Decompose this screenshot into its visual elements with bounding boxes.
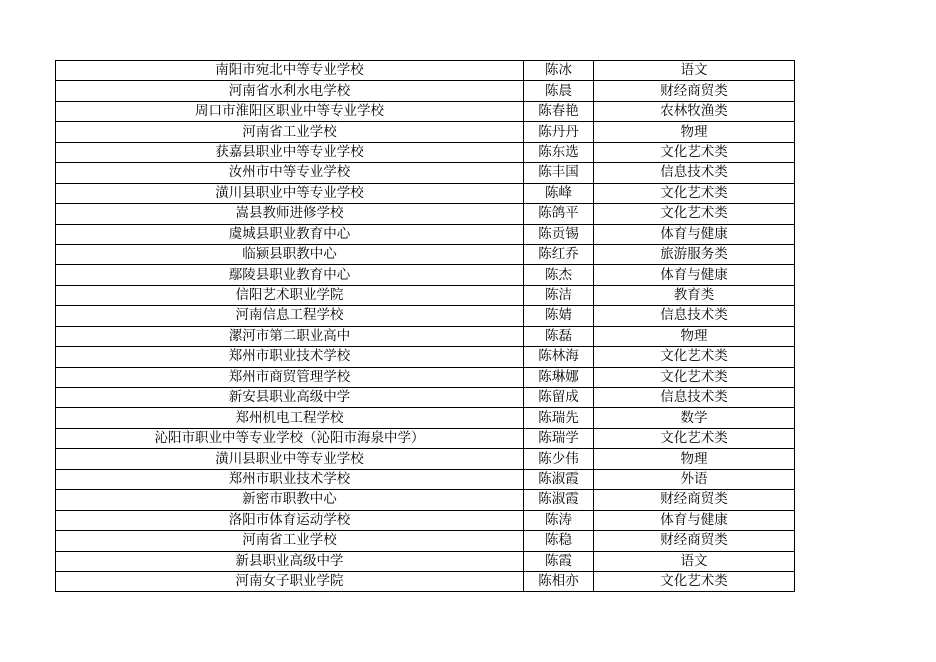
school-cell[interactable]: 河南省工业学校 (56, 531, 524, 551)
name-cell[interactable]: 陈淑霞 (524, 490, 594, 510)
table-row (56, 428, 795, 448)
subject-cell[interactable]: 文化艺术类 (594, 367, 795, 387)
name-cell[interactable]: 陈婧 (524, 306, 594, 326)
subject-cell[interactable]: 数学 (594, 408, 795, 428)
school-cell[interactable]: 获嘉县职业中等专业学校 (56, 142, 524, 162)
school-cell[interactable]: 郑州市商贸管理学校 (56, 367, 524, 387)
school-cell[interactable]: 潢川县职业中等专业学校 (56, 183, 524, 203)
subject-cell[interactable]: 体育与健康 (594, 224, 795, 244)
roster-table (55, 60, 795, 592)
name-cell[interactable]: 陈东选 (524, 142, 594, 162)
school-cell[interactable]: 新密市职教中心 (56, 490, 524, 510)
school-cell[interactable]: 新安县职业高级中学 (56, 388, 524, 408)
table-row (56, 490, 795, 510)
name-cell[interactable]: 陈淑霞 (524, 469, 594, 489)
subject-cell[interactable]: 体育与健康 (594, 510, 795, 530)
school-cell[interactable]: 虞城县职业教育中心 (56, 224, 524, 244)
subject-cell[interactable]: 语文 (594, 551, 795, 571)
roster-table-body (56, 61, 795, 592)
table-row (56, 469, 795, 489)
name-cell[interactable]: 陈冰 (524, 61, 594, 81)
name-cell[interactable]: 陈少伟 (524, 449, 594, 469)
table-row (56, 81, 795, 101)
subject-cell[interactable]: 信息技术类 (594, 388, 795, 408)
name-cell[interactable]: 陈春艳 (524, 101, 594, 121)
name-cell[interactable]: 陈峰 (524, 183, 594, 203)
name-cell[interactable]: 陈鸽平 (524, 204, 594, 224)
name-cell[interactable]: 陈洁 (524, 285, 594, 305)
name-cell[interactable]: 陈杰 (524, 265, 594, 285)
school-cell[interactable]: 南阳市宛北中等专业学校 (56, 61, 524, 81)
school-cell[interactable]: 河南信息工程学校 (56, 306, 524, 326)
table-row (56, 163, 795, 183)
name-cell[interactable]: 陈林海 (524, 347, 594, 367)
subject-cell[interactable]: 财经商贸类 (594, 531, 795, 551)
subject-cell[interactable]: 旅游服务类 (594, 244, 795, 264)
table-row (56, 265, 795, 285)
table-row (56, 244, 795, 264)
subject-cell[interactable]: 文化艺术类 (594, 142, 795, 162)
subject-cell[interactable]: 财经商贸类 (594, 490, 795, 510)
table-row (56, 388, 795, 408)
table-row (56, 142, 795, 162)
school-cell[interactable]: 临颍县职教中心 (56, 244, 524, 264)
subject-cell[interactable]: 农林牧渔类 (594, 101, 795, 121)
table-row (56, 122, 795, 142)
table-row (56, 61, 795, 81)
name-cell[interactable]: 陈留成 (524, 388, 594, 408)
table-row (56, 551, 795, 571)
table-row (56, 183, 795, 203)
school-cell[interactable]: 河南女子职业学院 (56, 571, 524, 591)
subject-cell[interactable]: 文化艺术类 (594, 204, 795, 224)
name-cell[interactable]: 陈红乔 (524, 244, 594, 264)
name-cell[interactable]: 陈涛 (524, 510, 594, 530)
name-cell[interactable]: 陈丹丹 (524, 122, 594, 142)
school-cell[interactable]: 汝州市中等专业学校 (56, 163, 524, 183)
subject-cell[interactable]: 教育类 (594, 285, 795, 305)
table-row (56, 510, 795, 530)
table-row (56, 306, 795, 326)
subject-cell[interactable]: 外语 (594, 469, 795, 489)
name-cell[interactable]: 陈瑞先 (524, 408, 594, 428)
name-cell[interactable]: 陈琳娜 (524, 367, 594, 387)
subject-cell[interactable]: 信息技术类 (594, 306, 795, 326)
table-row (56, 285, 795, 305)
table-row (56, 408, 795, 428)
table-row (56, 347, 795, 367)
table-row (56, 367, 795, 387)
subject-cell[interactable]: 文化艺术类 (594, 183, 795, 203)
spreadsheet-sheet (55, 60, 794, 592)
table-row (56, 101, 795, 121)
subject-cell[interactable]: 文化艺术类 (594, 428, 795, 448)
school-cell[interactable]: 嵩县教师进修学校 (56, 204, 524, 224)
table-row (56, 449, 795, 469)
name-cell[interactable]: 陈磊 (524, 326, 594, 346)
school-cell[interactable]: 郑州机电工程学校 (56, 408, 524, 428)
school-cell[interactable]: 沁阳市职业中等专业学校（沁阳市海泉中学） (56, 428, 524, 448)
school-cell[interactable]: 漯河市第二职业高中 (56, 326, 524, 346)
subject-cell[interactable]: 文化艺术类 (594, 347, 795, 367)
school-cell[interactable]: 潢川县职业中等专业学校 (56, 449, 524, 469)
school-cell[interactable]: 信阳艺术职业学院 (56, 285, 524, 305)
subject-cell[interactable]: 物理 (594, 122, 795, 142)
table-row (56, 204, 795, 224)
school-cell[interactable]: 洛阳市体育运动学校 (56, 510, 524, 530)
name-cell[interactable]: 陈霞 (524, 551, 594, 571)
name-cell[interactable]: 陈相亦 (524, 571, 594, 591)
subject-cell[interactable]: 文化艺术类 (594, 571, 795, 591)
subject-cell[interactable]: 信息技术类 (594, 163, 795, 183)
table-row (56, 326, 795, 346)
school-cell[interactable]: 河南省水利水电学校 (56, 81, 524, 101)
school-cell[interactable]: 郑州市职业技术学校 (56, 469, 524, 489)
school-cell[interactable]: 新县职业高级中学 (56, 551, 524, 571)
table-row (56, 224, 795, 244)
name-cell[interactable]: 陈瑞学 (524, 428, 594, 448)
subject-cell[interactable]: 财经商贸类 (594, 81, 795, 101)
name-cell[interactable]: 陈贡锡 (524, 224, 594, 244)
name-cell[interactable]: 陈稳 (524, 531, 594, 551)
school-cell[interactable]: 周口市淮阳区职业中等专业学校 (56, 101, 524, 121)
subject-cell[interactable]: 体育与健康 (594, 265, 795, 285)
name-cell[interactable]: 陈晨 (524, 81, 594, 101)
subject-cell[interactable]: 物理 (594, 326, 795, 346)
school-cell[interactable]: 鄢陵县职业教育中心 (56, 265, 524, 285)
table-row (56, 571, 795, 591)
subject-cell[interactable]: 物理 (594, 449, 795, 469)
school-cell[interactable]: 郑州市职业技术学校 (56, 347, 524, 367)
table-row (56, 531, 795, 551)
school-cell[interactable]: 河南省工业学校 (56, 122, 524, 142)
subject-cell[interactable]: 语文 (594, 61, 795, 81)
name-cell[interactable]: 陈丰国 (524, 163, 594, 183)
